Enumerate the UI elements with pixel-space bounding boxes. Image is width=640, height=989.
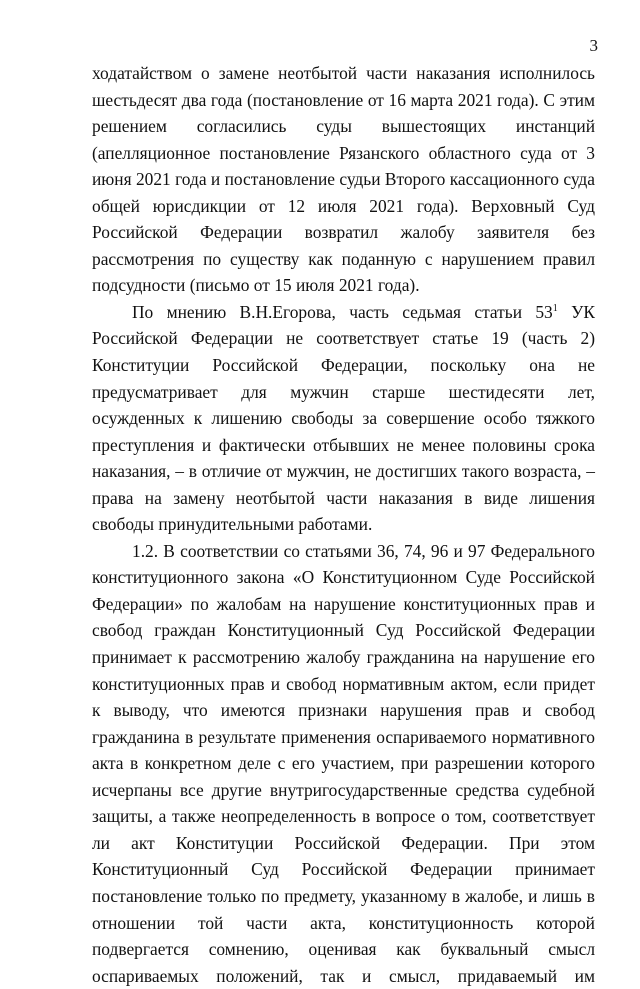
page-number: 3 (589, 36, 598, 55)
paragraph-1-2: 1.2. В соответствии со статьями 36, 74, 96 и 97 Федерального конституционного закона «О Конституционном Суде Российской Федерации» по жалобам на нарушение конституционных прав и свобод граждан Конституционный Суд Российской Федерации принимает к рассмотрению жалобу гражданина на нарушение его конституционных прав и свобод нормативным актом, если придет к выводу, что имеются признаки нарушения прав и свобод гражданина в результате применения оспариваемого нормативного акта в конкретном деле с его участием, при разрешении которого исчерпаны все другие внутригосударственные средства судебной защиты, а также неопределенность в вопросе о том, соответствует ли акт Конституции Российской Федерации. При этом Конституционный Суд Российской Федерации принимает постановление только по предмету, указанному в жалобе, и лишь в отношении той части акта, конституционность которой подвергается сомнению, оценивая как буквальный смысл оспариваемых положений, так и смысл, придаваемый им (92, 540, 595, 986)
paragraph-egorov-opinion-start: По мнению В.Н.Егорова, часть седьмая статьи 53 (132, 301, 553, 322)
document-body (92, 60, 595, 989)
paragraph-continuation: ходатайством о замене неотбытой части наказания исполнилось шестьдесят два года (постановление от 16 марта 2021 года). С этим решением согласились суды вышестоящих инстанций (апелляционное постановление Рязанского областного суда от 3 июня 2021 года и постановление судьи Второго кассационного суда общей юрисдикции от 12 июля 2021 года). Верховный Суд Российской Федерации возвратил жалобу заявителя без рассмотрения по существу как поданную с нарушением правил подсудности (письмо от 15 июля 2021 года). (92, 63, 595, 296)
article-superscript: 1 (552, 302, 558, 314)
paragraph-egorov-opinion (92, 299, 595, 538)
paragraph-egorov-opinion-end: УК Российской Федерации не соответствует статье 19 (часть 2) Конституции Российской Федерации, поскольку она не предусматривает для мужчин старше шестидесяти лет, осужденных к лишению свободы за совершение особо тяжкого преступления и фактически отбывших не менее половины срока наказания, – в отличие от мужчин, не достигших такого возраста, – права на замену неотбытой части наказания в виде лишения свободы принудительными работами. (92, 301, 595, 535)
